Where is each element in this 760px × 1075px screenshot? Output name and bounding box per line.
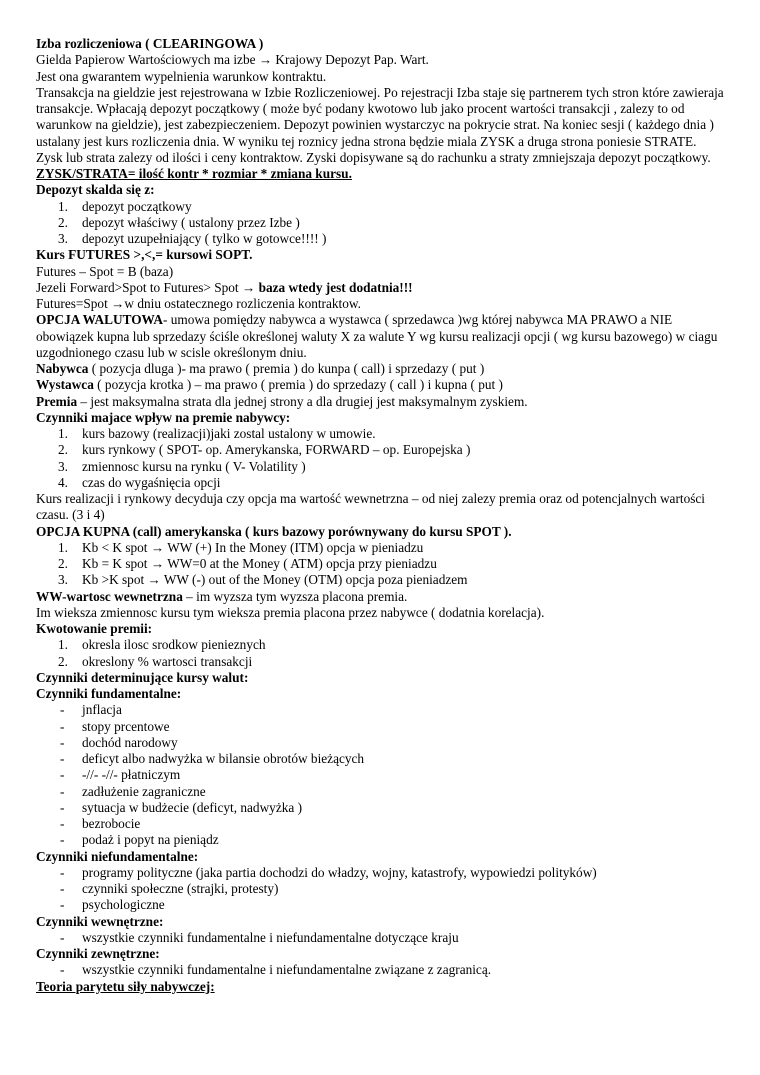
wewnetrzne-heading: Czynniki wewnętrzne:: [36, 913, 164, 929]
list-item: 2. Kb = K spot → WW=0 at the Money ( ATM) opcja przy pieniadzu: [58, 556, 437, 571]
kurs-realizacji: Kurs realizacji i rynkowy decyduja czy opcja ma wartość wewnetrzna – od niej zalezy premia oraz od potencjalnych wartości czasu. (3 i 4): [36, 491, 705, 523]
formula: ZYSK/STRATA= ilość kontr * rozmiar * zmiana kursu.: [36, 166, 352, 181]
czynniki-kursy-heading: Czynniki determinujące kursy walut:: [36, 669, 249, 685]
czynniki-premia-list: [36, 426, 726, 491]
im-wieksza: Im wieksza zmiennosc kursu tym wieksza premia placona przez nabywce ( dodatnia korelacja).: [36, 604, 545, 620]
zewnetrzne-list: [36, 962, 726, 978]
depozyt-heading: Depozyt skalda się z:: [36, 182, 155, 198]
fundamentalne-list: [36, 702, 726, 848]
list-item: 1. kurs bazowy (realizacji)jaki zostal ustalony w umowie.: [58, 426, 376, 441]
nabywca: Nabywca ( pozycja dluga )- ma prawo ( premia ) do kunpa ( call) i sprzedazy ( put ): [36, 361, 485, 376]
ww-line: WW-wartosc wewnetrzna – im wyzsza tym wyzsza placona premia.: [36, 588, 408, 604]
para-transakcja: Transakcja na gieldzie jest rejestrowana w Izbie Rozliczeniowej. Po rejestracji Izba staje się partnerem tych stron które zawieraja transakcje. Wpłacają depozyt początkowy ( może być podany kwotowo lub jako procent wartości transakcji , zalezy to od warunkow na gieldzie), jest zabezpieczeniem. Depozyt powinien wystarczyc na pokrycie strat. Na koniec sesji ( każdego dnia ) ustalany jest kurs rozliczenia dnia. W wyniku tej roznicy jedna strona będzie miala ZYSK a druga strona poniesie STRATE. Zysk lub strata zalezy od ilości i ceny kontraktow. Zyski dopisywane są do rachunku a straty zmniejszaja depozyt początkowy.: [36, 84, 724, 165]
list-item: - -//- -//- płatniczym: [60, 767, 181, 783]
document-page: [36, 36, 726, 995]
fundamentalne-heading: Czynniki fundamentalne:: [36, 686, 182, 701]
futures-equal: Futures=Spot →w dniu ostatecznego rozliczenia kontraktow.: [36, 296, 361, 311]
list-item: 2. okreslony % wartosci transakcji: [58, 653, 253, 669]
premia: Premia – jest maksymalna strata dla jednej strony a dla drugiej jest maksymalnym zyskiem.: [36, 393, 528, 409]
niefundamentalne-list: [36, 865, 726, 914]
list-item: - psychologiczne: [60, 897, 165, 913]
list-item: - podaż i popyt na pieniądz: [60, 832, 219, 848]
list-item: 3. Kb >K spot → WW (-) out of the Money (OTM) opcja poza pieniadzem: [58, 572, 468, 588]
title: Izba rozliczeniowa ( CLEARINGOWA ): [36, 36, 264, 51]
jezeli-forward: Jezeli Forward>Spot to Futures> Spot → baza wtedy jest dodatnia!!!: [36, 279, 413, 295]
kurs-futures-heading: Kurs FUTURES >,<,= kursowi SOPT.: [36, 247, 253, 263]
czynniki-premia-heading: Czynniki majace wpływ na premie nabywcy:: [36, 409, 291, 425]
line-gwarant: Jest ona gwarantem wypelnienia warunkow kontraktu.: [36, 68, 327, 84]
list-item: - programy polityczne (jaka partia dochodzi do władzy, wojny, katastrofy, wypowiedzi polityków): [60, 864, 597, 880]
list-item: 1. okresla ilosc srodkow pienieznych: [58, 637, 266, 653]
list-item: 4. czas do wygaśnięcia opcji: [58, 474, 221, 490]
list-item: - czynniki społeczne (strajki, protesty): [60, 881, 279, 896]
line-gielda: Gielda Papierow Wartościowych ma izbe → Krajowy Depozyt Pap. Wart.: [36, 52, 429, 68]
depozyt-list: [36, 199, 726, 248]
niefundamentalne-heading: Czynniki niefundamentalne:: [36, 848, 199, 864]
list-item: - stopy prcentowe: [60, 718, 170, 734]
list-item: - sytuacja w budżecie (deficyt, nadwyżka ): [60, 799, 303, 815]
list-item: 2. kurs rynkowy ( SPOT- op. Amerykanska, FORWARD – op. Europejska ): [58, 442, 471, 458]
list-item: - wszystkie czynniki fundamentalne i niefundamentalne związane z zagranicą.: [60, 962, 492, 978]
opcja-kupna-list: [36, 540, 726, 589]
list-item: - deficyt albo nadwyżka w bilansie obrotów bieżących: [60, 751, 365, 766]
kwotowanie-list: [36, 637, 726, 670]
kwotowanie-heading: Kwotowanie premii:: [36, 621, 153, 636]
wewnetrzne-list: [36, 930, 726, 946]
opcja-walutowa: OPCJA WALUTOWA- umowa pomiędzy nabywca a wystawca ( sprzedawca )wg której nabywca MA PRAWO a NIE obowiązek kupna lub sprzedazy ściśle określonej waluty X za walute Y wg kursu realizacji opcji ( wg kursu bazowego) w ciagu uzgodnionego czasu lub w scisle określonym dniu.: [36, 312, 718, 360]
list-item: 1. depozyt początkowy: [58, 198, 192, 214]
zewnetrzne-heading: Czynniki zewnętrzne:: [36, 946, 160, 961]
list-item: 1. Kb < K spot → WW (+) In the Money (ITM) opcja w pieniadzu: [58, 539, 424, 555]
list-item: - bezrobocie: [60, 816, 141, 831]
list-item: - dochód narodowy: [60, 734, 178, 750]
list-item: - wszystkie czynniki fundamentalne i niefundamentalne dotyczące kraju: [60, 929, 459, 945]
list-item: - jnflacja: [60, 702, 122, 718]
list-item: 2. depozyt właściwy ( ustalony przez Izbe ): [58, 214, 300, 230]
wystawca: Wystawca ( pozycja krotka ) – ma prawo ( premia ) do sprzedazy ( call ) i kupna ( put ): [36, 377, 503, 393]
list-item: 3. depozyt uzupełniający ( tylko w gotowce!!!! ): [58, 231, 327, 246]
list-item: - zadłużenie zagraniczne: [60, 783, 206, 799]
futures-spot: Futures – Spot = B (baza): [36, 263, 174, 279]
teoria-heading: Teoria parytetu siły nabywczej:: [36, 978, 215, 994]
opcja-kupna-heading: OPCJA KUPNA (call) amerykanska ( kurs bazowy porównywany do kursu SPOT ).: [36, 523, 512, 539]
list-item: 3. zmiennosc kursu na rynku ( V- Volatility ): [58, 458, 306, 474]
